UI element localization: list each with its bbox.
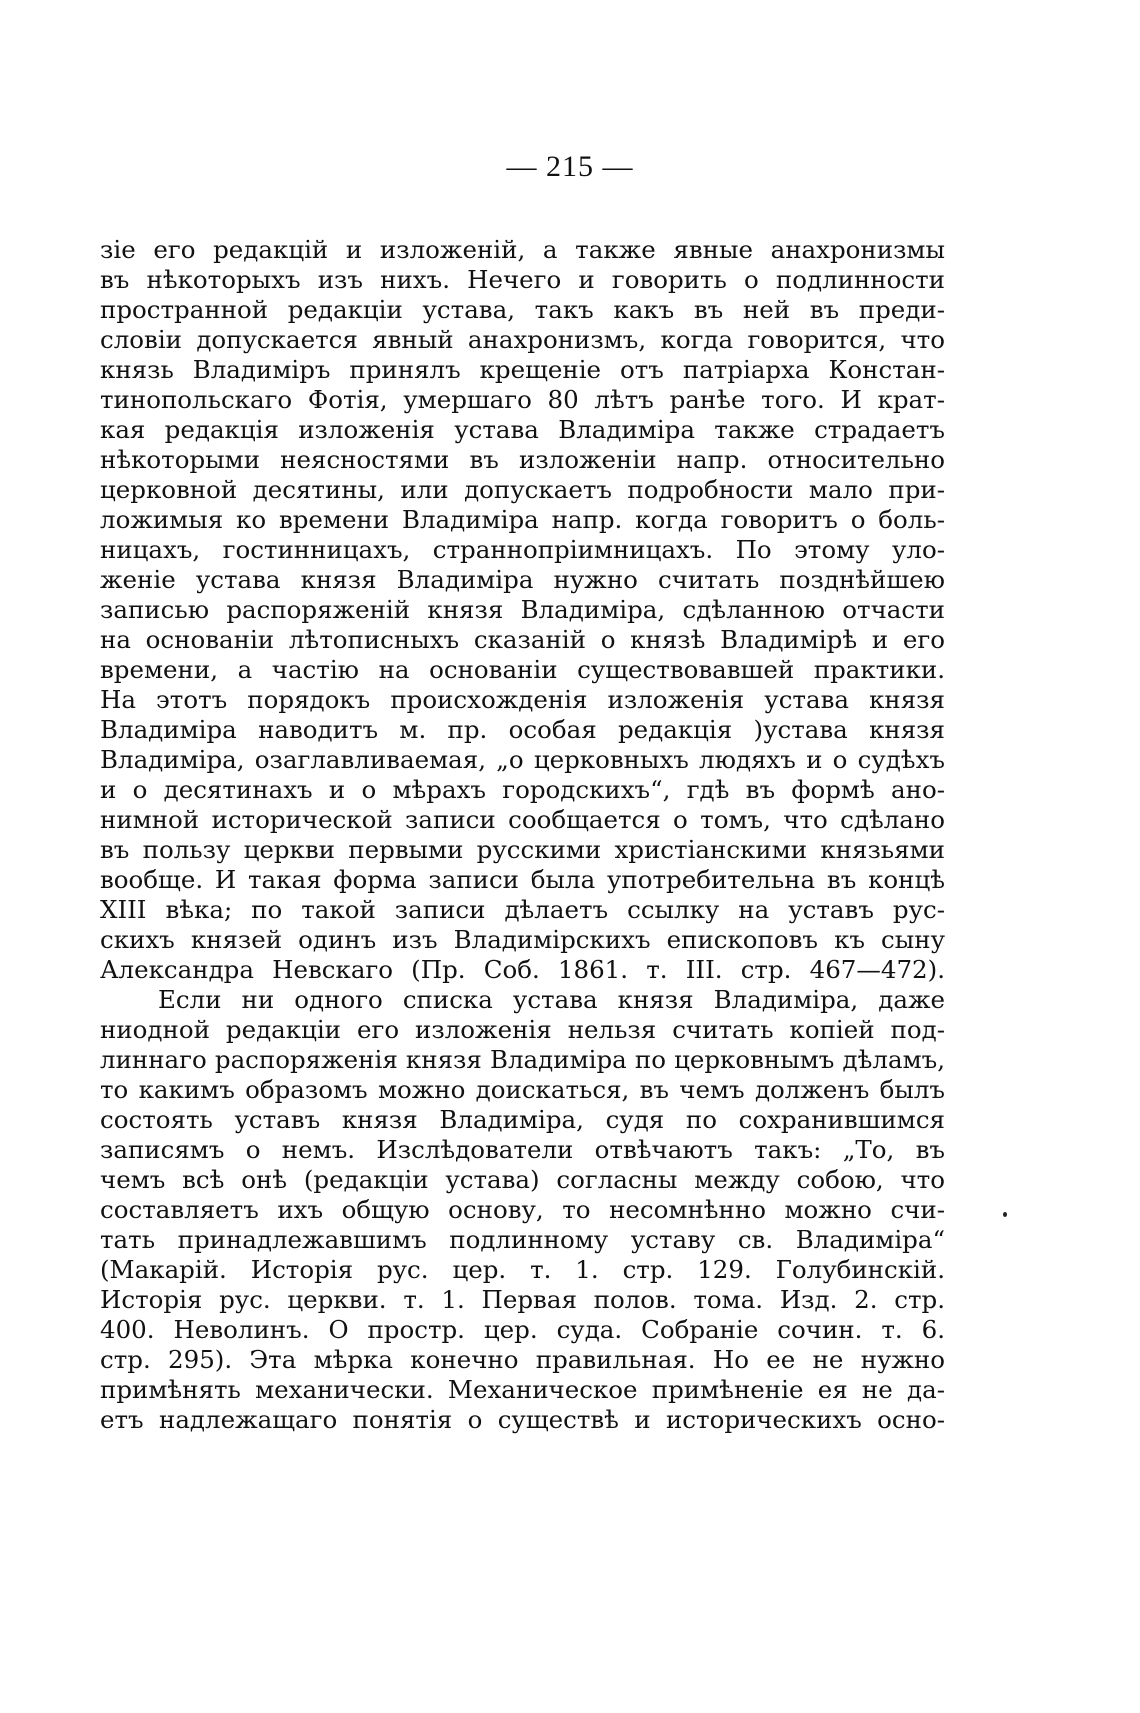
text-line: составляетъ ихъ общую основу, то несомнѣнно можно счи- bbox=[100, 1195, 945, 1224]
text-line: на основаніи лѣтописныхъ сказаній о князѣ Владимірѣ и его bbox=[100, 625, 945, 654]
text-line: состоять уставъ князя Владиміра, судя по сохранившимся bbox=[100, 1105, 945, 1134]
text-line: На этотъ порядокъ происхожденія изложенія устава князя bbox=[100, 685, 945, 714]
text-line: ницахъ, гостинницахъ, страннопріимницахъ. По этому уло- bbox=[100, 535, 945, 564]
text-line: скихъ князей одинъ изъ Владимірскихъ епископовъ къ сыну bbox=[100, 925, 945, 954]
body-text bbox=[100, 235, 945, 1435]
text-line: пространной редакціи устава, такъ какъ въ ней въ преди- bbox=[100, 295, 945, 324]
text-line: въ пользу церкви первыми русскими христіанскими князьями bbox=[100, 835, 945, 864]
text-line: зіе его редакцій и изложеній, а также явные анахронизмы bbox=[100, 235, 945, 264]
text-line: въ нѣкоторыхъ изъ нихъ. Нечего и говорить о подлинности bbox=[100, 265, 945, 294]
text-line: нѣкоторыми неясностями въ изложеніи напр. относительно bbox=[100, 445, 945, 474]
text-line: ложимыя ко времени Владиміра напр. когда говоритъ о боль- bbox=[100, 505, 945, 534]
text-line: и о десятинахъ и о мѣрахъ городскихъ“, гдѣ въ формѣ ано- bbox=[100, 775, 945, 804]
text-line: словіи допускается явный анахронизмъ, когда говорится, что bbox=[100, 325, 945, 354]
text-line: вообще. И такая форма записи была употребительна въ концѣ bbox=[100, 865, 945, 894]
text-line: ниодной редакціи его изложенія нельзя считать копіей под- bbox=[100, 1015, 945, 1044]
text-line: Владиміра, озаглавливаемая, „о церковныхъ людяхъ и о судѣхъ bbox=[100, 745, 945, 774]
text-line: стр. 295). Эта мѣрка конечно правильная. Но ее не нужно bbox=[100, 1345, 945, 1374]
text-line: тинопольскаго Фотія, умершаго 80 лѣтъ ранѣе того. И крат- bbox=[100, 385, 945, 414]
text-line: (Макарій. Исторія рус. цер. т. 1. стр. 129. Голубинскій. bbox=[100, 1255, 945, 1284]
text-line: етъ надлежащаго понятія о существѣ и историческихъ осно- bbox=[100, 1405, 945, 1434]
page-number: — 215 — bbox=[506, 150, 634, 183]
text-line: записямъ о немъ. Изслѣдователи отвѣчаютъ такъ: „То, въ bbox=[100, 1135, 945, 1164]
text-line: записью распоряженій князя Владиміра, сдѣланною отчасти bbox=[100, 595, 945, 624]
text-line: XIII вѣка; по такой записи дѣлаетъ ссылку на уставъ рус- bbox=[100, 895, 945, 924]
text-line: чемъ всѣ онѣ (редакціи устава) согласны между собою, что bbox=[100, 1165, 945, 1194]
text-line: времени, а частію на основаніи существовавшей практики. bbox=[100, 655, 945, 684]
text-line: князь Владиміръ принялъ крещеніе отъ патріарха Констан- bbox=[100, 355, 945, 384]
text-line: Если ни одного списка устава князя Владиміра, даже bbox=[158, 985, 945, 1014]
text-line: Исторія рус. церкви. т. 1. Первая полов. тома. Изд. 2. стр. bbox=[100, 1285, 945, 1314]
text-line: то какимъ образомъ можно доискаться, въ чемъ долженъ былъ bbox=[100, 1075, 945, 1104]
text-line: нимной исторической записи сообщается о томъ, что сдѣлано bbox=[100, 805, 945, 834]
text-line: 400. Неволинъ. О простр. цер. суда. Собраніе сочин. т. 6. bbox=[100, 1315, 945, 1344]
text-line: женіе устава князя Владиміра нужно считать позднѣйшею bbox=[100, 565, 945, 594]
text-line: церковной десятины, или допускаетъ подробности мало при- bbox=[100, 475, 945, 504]
text-line: кая редакція изложенія устава Владиміра также страдаетъ bbox=[100, 415, 945, 444]
text-line: Александра Невскаго (Пр. Соб. 1861. т. III. стр. 467—472). bbox=[100, 955, 945, 984]
text-line: линнаго распоряженія князя Владиміра по церковнымъ дѣламъ, bbox=[100, 1045, 945, 1074]
scan-speck bbox=[1003, 1212, 1007, 1217]
text-line: Владиміра наводитъ м. пр. особая редакція )устава князя bbox=[100, 715, 945, 744]
text-line: примѣнять механически. Механическое примѣненіе ея не да- bbox=[100, 1375, 945, 1404]
text-line: тать принадлежавшимъ подлинному уставу св. Владиміра“ bbox=[100, 1225, 945, 1254]
